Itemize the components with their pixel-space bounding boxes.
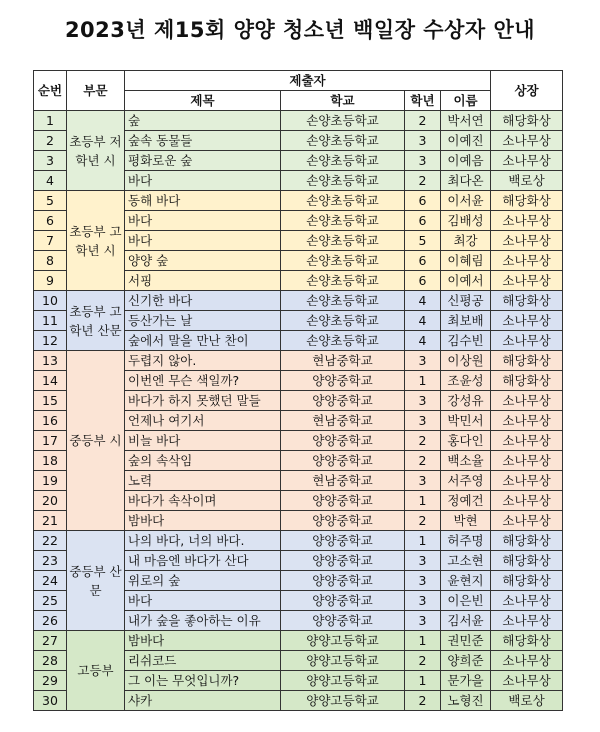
award-cell: 소나무상 [491, 331, 563, 351]
award-cell: 해당화상 [491, 351, 563, 371]
row-number: 20 [34, 491, 67, 511]
work-title-cell: 내 마음엔 바다가 산다 [125, 551, 281, 571]
award-cell: 해당화상 [491, 531, 563, 551]
row-number: 17 [34, 431, 67, 451]
name-cell: 이상원 [441, 351, 491, 371]
name-cell: 최강 [441, 231, 491, 251]
row-number: 21 [34, 511, 67, 531]
award-cell: 소나무상 [491, 451, 563, 471]
division-cell: 초등부 저학년 시 [67, 111, 125, 191]
row-number: 25 [34, 591, 67, 611]
work-title-cell: 등산가는 날 [125, 311, 281, 331]
work-title-cell: 숲의 속삭임 [125, 451, 281, 471]
header-submitter: 제출자 [125, 71, 491, 91]
school-cell: 손양초등학교 [281, 211, 405, 231]
work-title-cell: 평화로운 숲 [125, 151, 281, 171]
work-title-cell: 두렵지 않아. [125, 351, 281, 371]
award-cell: 소나무상 [491, 411, 563, 431]
work-title-cell: 바다 [125, 231, 281, 251]
school-cell: 손양초등학교 [281, 271, 405, 291]
work-title-cell: 언제나 여기서 [125, 411, 281, 431]
name-cell: 이예음 [441, 151, 491, 171]
row-number: 5 [34, 191, 67, 211]
row-number: 2 [34, 131, 67, 151]
grade-cell: 2 [405, 511, 441, 531]
award-cell: 소나무상 [491, 431, 563, 451]
header-name: 이름 [441, 91, 491, 111]
work-title-cell: 노력 [125, 471, 281, 491]
table-header [34, 71, 563, 111]
award-cell: 소나무상 [491, 611, 563, 631]
work-title-cell: 바다 [125, 591, 281, 611]
row-number: 4 [34, 171, 67, 191]
award-cell: 소나무상 [491, 131, 563, 151]
row-number: 13 [34, 351, 67, 371]
row-number: 28 [34, 651, 67, 671]
work-title-cell: 바다가 속삭이며 [125, 491, 281, 511]
table-row [34, 191, 563, 211]
work-title-cell: 숲 [125, 111, 281, 131]
name-cell: 문가을 [441, 671, 491, 691]
name-cell: 정예건 [441, 491, 491, 511]
award-cell: 소나무상 [491, 271, 563, 291]
name-cell: 김배성 [441, 211, 491, 231]
award-cell: 소나무상 [491, 671, 563, 691]
name-cell: 노형진 [441, 691, 491, 711]
name-cell: 최다온 [441, 171, 491, 191]
name-cell: 박현 [441, 511, 491, 531]
award-cell: 해당화상 [491, 551, 563, 571]
grade-cell: 3 [405, 471, 441, 491]
school-cell: 양양고등학교 [281, 631, 405, 651]
award-cell: 소나무상 [491, 591, 563, 611]
grade-cell: 3 [405, 351, 441, 371]
work-title-cell: 밤바다 [125, 631, 281, 651]
work-title-cell: 샤카 [125, 691, 281, 711]
work-title-cell: 나의 바다, 너의 바다. [125, 531, 281, 551]
school-cell: 현남중학교 [281, 351, 405, 371]
grade-cell: 4 [405, 331, 441, 351]
name-cell: 김수빈 [441, 331, 491, 351]
work-title-cell: 내가 숲을 좋아하는 이유 [125, 611, 281, 631]
school-cell: 양양중학교 [281, 511, 405, 531]
header-no: 순번 [34, 71, 67, 111]
row-number: 3 [34, 151, 67, 171]
work-title-cell: 서핑 [125, 271, 281, 291]
award-cell: 소나무상 [491, 251, 563, 271]
award-cell: 해당화상 [491, 371, 563, 391]
name-cell: 백소율 [441, 451, 491, 471]
school-cell: 양양중학교 [281, 391, 405, 411]
work-title-cell: 위로의 숲 [125, 571, 281, 591]
name-cell: 박서연 [441, 111, 491, 131]
work-title-cell: 동해 바다 [125, 191, 281, 211]
work-title-cell: 양양 숲 [125, 251, 281, 271]
grade-cell: 2 [405, 451, 441, 471]
grade-cell: 1 [405, 371, 441, 391]
school-cell: 손양초등학교 [281, 311, 405, 331]
school-cell: 손양초등학교 [281, 171, 405, 191]
award-cell: 소나무상 [491, 311, 563, 331]
name-cell: 이서윤 [441, 191, 491, 211]
grade-cell: 6 [405, 271, 441, 291]
work-title-cell: 리쉬코드 [125, 651, 281, 671]
school-cell: 양양고등학교 [281, 651, 405, 671]
school-cell: 손양초등학교 [281, 151, 405, 171]
school-cell: 양양중학교 [281, 571, 405, 591]
work-title-cell: 바다가 하지 못했던 말들 [125, 391, 281, 411]
row-number: 29 [34, 671, 67, 691]
row-number: 8 [34, 251, 67, 271]
school-cell: 현남중학교 [281, 471, 405, 491]
name-cell: 이은빈 [441, 591, 491, 611]
header-work-title: 제목 [125, 91, 281, 111]
name-cell: 이예서 [441, 271, 491, 291]
header-grade: 학년 [405, 91, 441, 111]
header-division: 부문 [67, 71, 125, 111]
grade-cell: 2 [405, 691, 441, 711]
grade-cell: 3 [405, 611, 441, 631]
grade-cell: 3 [405, 591, 441, 611]
grade-cell: 2 [405, 111, 441, 131]
name-cell: 신평공 [441, 291, 491, 311]
award-cell: 해당화상 [491, 111, 563, 131]
row-number: 9 [34, 271, 67, 291]
grade-cell: 1 [405, 491, 441, 511]
page-title: 2023년 제15회 양양 청소년 백일장 수상자 안내 [64, 18, 536, 42]
division-cell: 중등부 산문 [67, 531, 125, 631]
awards-table [33, 70, 563, 711]
name-cell: 김서윤 [441, 611, 491, 631]
award-cell: 백로상 [491, 691, 563, 711]
table-row [34, 631, 563, 651]
row-number: 6 [34, 211, 67, 231]
row-number: 14 [34, 371, 67, 391]
school-cell: 양양중학교 [281, 531, 405, 551]
name-cell: 고소현 [441, 551, 491, 571]
grade-cell: 6 [405, 191, 441, 211]
school-cell: 손양초등학교 [281, 331, 405, 351]
name-cell: 허주명 [441, 531, 491, 551]
award-cell: 해당화상 [491, 631, 563, 651]
row-number: 7 [34, 231, 67, 251]
name-cell: 이예진 [441, 131, 491, 151]
grade-cell: 6 [405, 251, 441, 271]
name-cell: 홍다인 [441, 431, 491, 451]
grade-cell: 1 [405, 531, 441, 551]
table-body [34, 111, 563, 711]
name-cell: 권민준 [441, 631, 491, 651]
work-title-cell: 바다 [125, 211, 281, 231]
award-cell: 해당화상 [491, 291, 563, 311]
grade-cell: 3 [405, 151, 441, 171]
grade-cell: 3 [405, 551, 441, 571]
name-cell: 조윤성 [441, 371, 491, 391]
award-cell: 해당화상 [491, 191, 563, 211]
name-cell: 윤현지 [441, 571, 491, 591]
name-cell: 이혜림 [441, 251, 491, 271]
grade-cell: 2 [405, 651, 441, 671]
work-title-cell: 비늘 바다 [125, 431, 281, 451]
school-cell: 손양초등학교 [281, 111, 405, 131]
work-title-cell: 이번엔 무슨 색일까? [125, 371, 281, 391]
row-number: 30 [34, 691, 67, 711]
award-cell: 소나무상 [491, 651, 563, 671]
award-cell: 소나무상 [491, 511, 563, 531]
table-row [34, 291, 563, 311]
row-number: 15 [34, 391, 67, 411]
table-row [34, 531, 563, 551]
grade-cell: 3 [405, 571, 441, 591]
school-cell: 양양중학교 [281, 491, 405, 511]
row-number: 12 [34, 331, 67, 351]
grade-cell: 4 [405, 291, 441, 311]
school-cell: 양양중학교 [281, 371, 405, 391]
table-row [34, 351, 563, 371]
work-title-cell: 밤바다 [125, 511, 281, 531]
school-cell: 양양중학교 [281, 551, 405, 571]
award-cell: 소나무상 [491, 471, 563, 491]
row-number: 1 [34, 111, 67, 131]
grade-cell: 3 [405, 411, 441, 431]
school-cell: 양양중학교 [281, 431, 405, 451]
row-number: 22 [34, 531, 67, 551]
row-number: 10 [34, 291, 67, 311]
division-cell: 초등부 고학년 시 [67, 191, 125, 291]
name-cell: 양희준 [441, 651, 491, 671]
school-cell: 양양고등학교 [281, 691, 405, 711]
grade-cell: 5 [405, 231, 441, 251]
award-cell: 소나무상 [491, 491, 563, 511]
work-title-cell: 숲에서 말을 만난 찬이 [125, 331, 281, 351]
school-cell: 손양초등학교 [281, 191, 405, 211]
school-cell: 양양중학교 [281, 451, 405, 471]
work-title-cell: 숲속 동물들 [125, 131, 281, 151]
name-cell: 강성유 [441, 391, 491, 411]
school-cell: 양양중학교 [281, 591, 405, 611]
award-cell: 백로상 [491, 171, 563, 191]
grade-cell: 4 [405, 311, 441, 331]
row-number: 19 [34, 471, 67, 491]
grade-cell: 1 [405, 671, 441, 691]
award-cell: 해당화상 [491, 571, 563, 591]
award-cell: 소나무상 [491, 391, 563, 411]
division-cell: 고등부 [67, 631, 125, 711]
row-number: 11 [34, 311, 67, 331]
award-cell: 소나무상 [491, 231, 563, 251]
school-cell: 손양초등학교 [281, 131, 405, 151]
name-cell: 최보배 [441, 311, 491, 331]
row-number: 24 [34, 571, 67, 591]
header-school: 학교 [281, 91, 405, 111]
division-cell: 중등부 시 [67, 351, 125, 531]
school-cell: 현남중학교 [281, 411, 405, 431]
name-cell: 박민서 [441, 411, 491, 431]
grade-cell: 6 [405, 211, 441, 231]
grade-cell: 1 [405, 631, 441, 651]
work-title-cell: 신기한 바다 [125, 291, 281, 311]
school-cell: 양양중학교 [281, 611, 405, 631]
grade-cell: 2 [405, 431, 441, 451]
school-cell: 양양고등학교 [281, 671, 405, 691]
division-cell: 초등부 고학년 산문 [67, 291, 125, 351]
row-number: 26 [34, 611, 67, 631]
name-cell: 서주영 [441, 471, 491, 491]
header-award: 상장 [491, 71, 563, 111]
school-cell: 손양초등학교 [281, 231, 405, 251]
work-title-cell: 바다 [125, 171, 281, 191]
award-cell: 소나무상 [491, 151, 563, 171]
work-title-cell: 그 이는 무엇입니까? [125, 671, 281, 691]
grade-cell: 3 [405, 391, 441, 411]
grade-cell: 3 [405, 131, 441, 151]
row-number: 23 [34, 551, 67, 571]
grade-cell: 2 [405, 171, 441, 191]
school-cell: 손양초등학교 [281, 291, 405, 311]
table-row [34, 111, 563, 131]
row-number: 27 [34, 631, 67, 651]
row-number: 16 [34, 411, 67, 431]
award-cell: 소나무상 [491, 211, 563, 231]
school-cell: 손양초등학교 [281, 251, 405, 271]
row-number: 18 [34, 451, 67, 471]
